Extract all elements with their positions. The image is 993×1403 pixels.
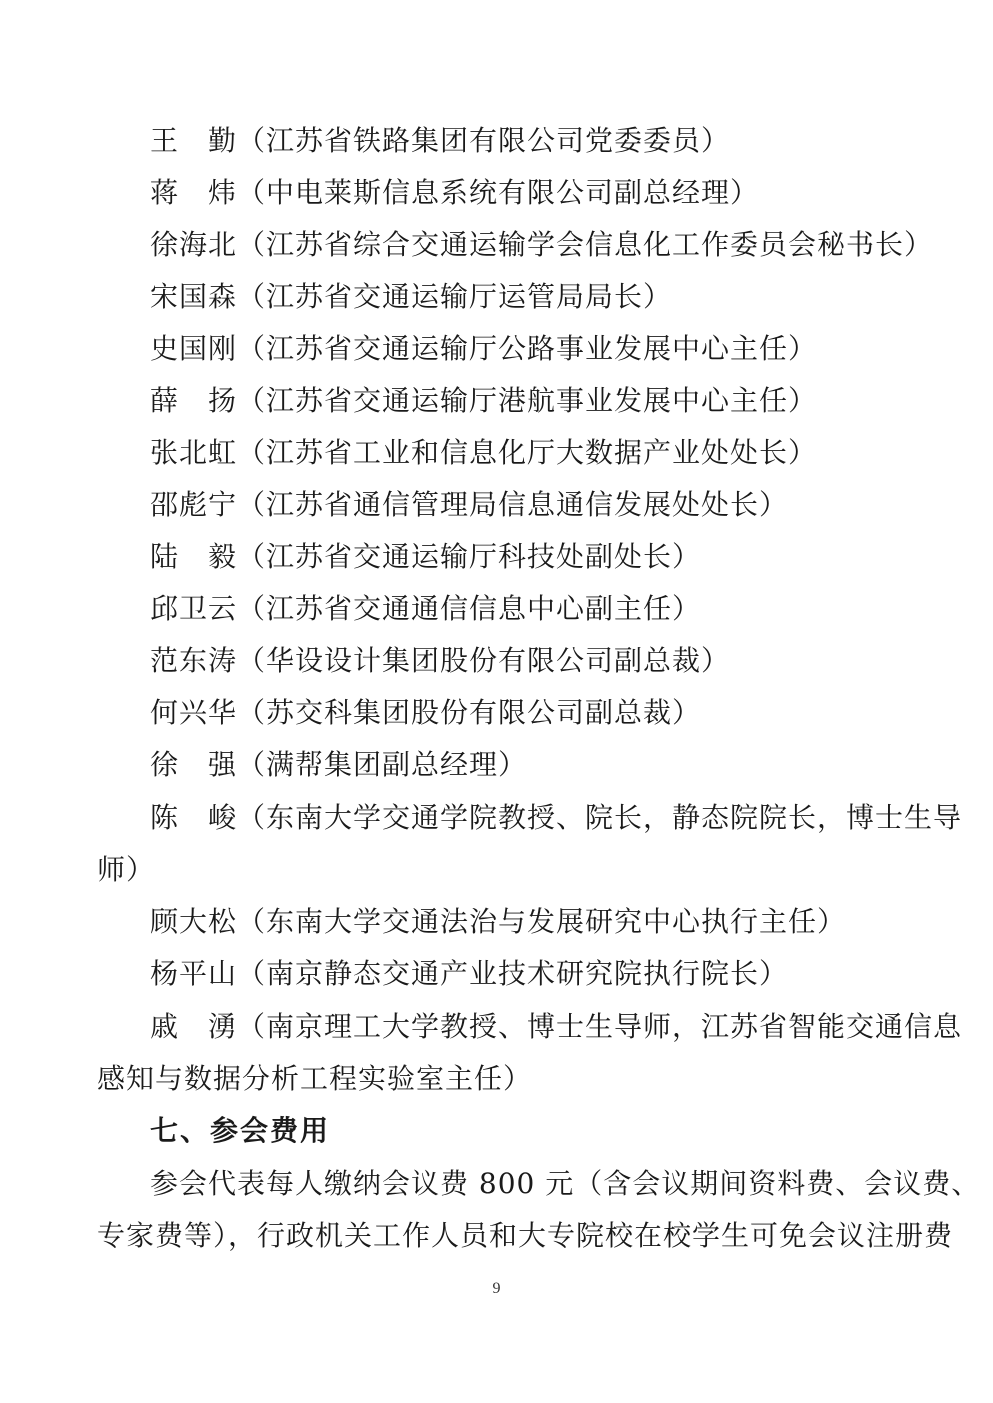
member-line bbox=[150, 745, 527, 785]
member-name: 陆 毅 bbox=[150, 540, 238, 573]
member-name: 徐 强 bbox=[150, 748, 238, 781]
member-name: 邱卫云 bbox=[150, 592, 238, 625]
member-line-continuation bbox=[97, 1059, 532, 1099]
member-line bbox=[150, 329, 817, 369]
member-description: （江苏省工业和信息化厅大数据产业处处长） bbox=[237, 436, 818, 469]
member-description: （东南大学交通法治与发展研究中心执行主任） bbox=[237, 905, 847, 938]
member-name: 杨平山 bbox=[150, 957, 238, 990]
member-description: （南京理工大学教授、博士生导师，江苏省智能交通信息 bbox=[237, 1010, 963, 1043]
member-name: 何兴华 bbox=[150, 696, 238, 729]
member-description-continued: 师） bbox=[97, 853, 156, 886]
member-name: 蒋 炜 bbox=[150, 176, 238, 209]
member-name: 陈 峻 bbox=[150, 801, 238, 834]
member-line bbox=[150, 173, 759, 213]
member-line bbox=[150, 433, 817, 473]
member-description: （华设设计集团股份有限公司副总裁） bbox=[237, 644, 731, 677]
member-description: （江苏省综合交通运输学会信息化工作委员会秘书长） bbox=[237, 228, 934, 261]
member-name: 薛 扬 bbox=[150, 384, 238, 417]
member-description: （江苏省交通运输厅科技处副处长） bbox=[237, 540, 702, 573]
member-name: 史国刚 bbox=[150, 332, 238, 365]
member-name: 邵彪宁 bbox=[150, 488, 238, 521]
member-line bbox=[150, 1007, 962, 1047]
member-name: 宋国森 bbox=[150, 280, 238, 313]
member-line bbox=[150, 954, 788, 994]
member-name: 张北虹 bbox=[150, 436, 238, 469]
member-line bbox=[150, 798, 962, 838]
section-heading: 七、参会费用 bbox=[150, 1114, 331, 1147]
member-name: 范东涛 bbox=[150, 644, 238, 677]
member-description: （苏交科集团股份有限公司副总裁） bbox=[237, 696, 702, 729]
page-number: 9 bbox=[492, 1280, 501, 1297]
member-line bbox=[150, 641, 730, 681]
member-description: （中电莱斯信息系统有限公司副总经理） bbox=[237, 176, 760, 209]
member-description: （东南大学交通学院教授、院长，静态院院长，博士生导 bbox=[237, 801, 963, 834]
member-name: 顾大松 bbox=[150, 905, 238, 938]
member-description: （江苏省交通运输厅公路事业发展中心主任） bbox=[237, 332, 818, 365]
member-line bbox=[150, 693, 701, 733]
member-description-continued: 感知与数据分析工程实验室主任） bbox=[97, 1062, 533, 1095]
member-line bbox=[150, 277, 672, 317]
paragraph-line: 参会代表每人缴纳会议费 800 元（含会议期间资料费、会议费、 bbox=[150, 1167, 981, 1200]
member-description: （江苏省交通运输厅运管局局长） bbox=[237, 280, 673, 313]
member-description: （南京静态交通产业技术研究院执行院长） bbox=[237, 957, 789, 990]
member-line bbox=[150, 537, 701, 577]
member-line bbox=[150, 381, 817, 421]
member-line bbox=[150, 485, 788, 525]
member-description: （江苏省交通运输厅港航事业发展中心主任） bbox=[237, 384, 818, 417]
member-description: （江苏省通信管理局信息通信发展处处长） bbox=[237, 488, 789, 521]
member-line bbox=[150, 589, 701, 629]
member-description: （江苏省交通通信信息中心副主任） bbox=[237, 592, 702, 625]
member-description: （满帮集团副总经理） bbox=[237, 748, 528, 781]
member-line-continuation bbox=[97, 850, 155, 890]
member-name: 王 勤 bbox=[150, 124, 238, 157]
member-line bbox=[150, 902, 846, 942]
member-line bbox=[150, 225, 933, 265]
member-name: 戚 湧 bbox=[150, 1010, 238, 1043]
member-description: （江苏省铁路集团有限公司党委委员） bbox=[237, 124, 731, 157]
paragraph-line: 专家费等），行政机关工作人员和大专院校在校学生可免会议注册费 bbox=[97, 1219, 954, 1252]
member-line bbox=[150, 121, 730, 161]
member-name: 徐海北 bbox=[150, 228, 238, 261]
